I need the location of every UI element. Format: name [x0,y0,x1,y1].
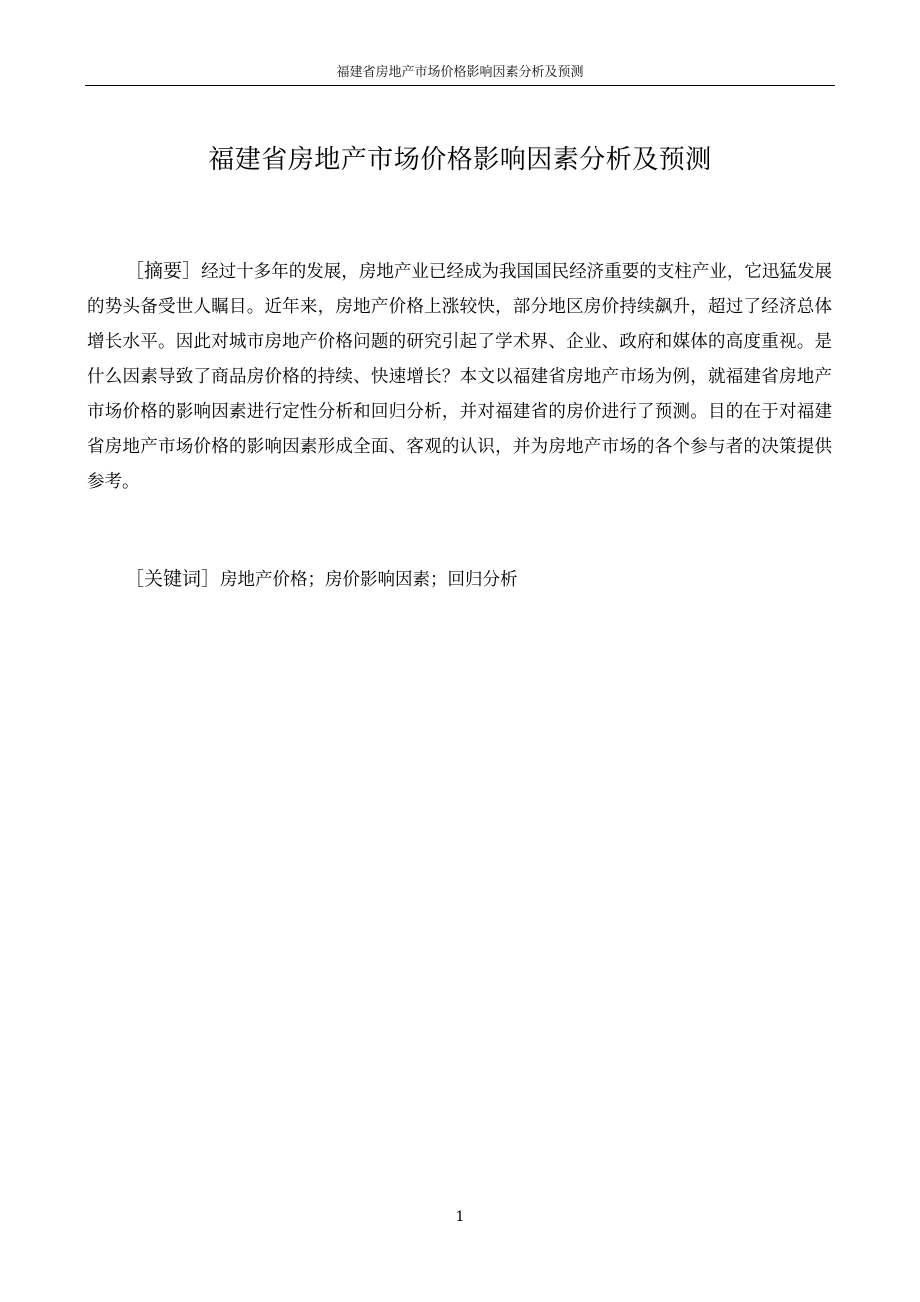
keywords-label: ［关键词］ [125,568,221,590]
running-header: 福建省房地产市场价格影响因素分析及预测 [336,65,584,80]
document-title: 福建省房地产市场价格影响因素分析及预测 [208,145,712,175]
keywords-text: 房地产价格；房价影响因素；回归分析 [220,570,518,590]
page-number: 1 [455,1209,465,1225]
abstract-text: 经过十多年的发展，房地产业已经成为我国国民经济重要的支柱产业，它迅猛发展的势头备受世人瞩目。近年来，房地产价格上涨较快，部分地区房价持续飙升，超过了经济总体增长水平。因此对城市房地产价格问题的研究引起了学术界、企业、政府和媒体的高度重视。是什么因素导致了商品房价格的持续、快速增长？本文以福建省房地产市场为例，就福建省房地产市场价格的影响因素进行定性分析和回归分析，并对福建省的房价进行了预测。目的在于对福建省房地产市场价格的影响因素形成全面、客观的认识，并为房地产市场的各个参与者的决策提供参考。 [87,262,832,492]
header-rule [85,85,835,86]
keywords-paragraph [125,564,825,595]
abstract-label: ［摘要］ [125,260,202,282]
abstract-paragraph [87,254,832,500]
